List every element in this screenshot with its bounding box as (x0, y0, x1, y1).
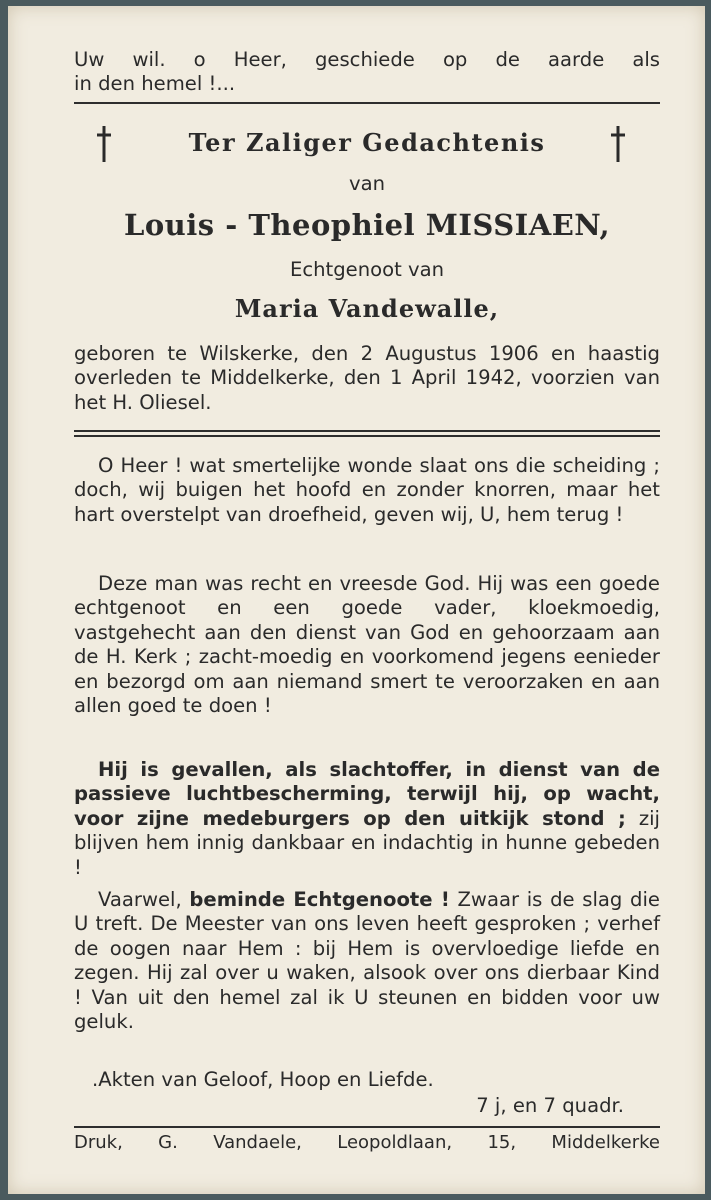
bottom-rule (74, 1126, 660, 1128)
prayer-line-1: Uw wil. o Heer, geschiede op de aarde als (74, 48, 660, 71)
biography (74, 342, 660, 415)
indulgence-line: 7 j, en 7 quadr. (476, 1094, 624, 1117)
paragraph-1 (74, 454, 660, 527)
paragraph-1-text: O Heer ! wat smertelijke wonde slaat ons die scheiding ; doch, wij buigen het hoofd en zonder knorren, maar het hart overstelpt van droefheid, geven wij, U, hem terug ! (74, 454, 660, 526)
paragraph-3 (74, 758, 660, 880)
van-label: van (348, 172, 386, 195)
middle-rule (74, 430, 660, 437)
spouse-intro: Echtgenoot van (289, 258, 445, 281)
spouse-name: Maria Vandewalle, (234, 294, 500, 323)
paragraph-4 (74, 888, 660, 1034)
printer-line: Druk, G. Vandaele, Leopoldlaan, 15, Middelkerke (74, 1132, 660, 1153)
heading: Ter Zaliger Gedachtenis (188, 128, 546, 157)
biography-text: geboren te Wilskerke, den 2 Augustus 1906 en haastig overleden te Middelkerke, den 1 April 1942, voorzien van het H. Oliesel. (74, 342, 660, 414)
paragraph-2 (74, 572, 660, 718)
memorial-card (8, 6, 705, 1194)
paragraph-4-start: Vaarwel, (98, 888, 190, 911)
deceased-name: Louis - Theophiel MISSIAEN, (123, 208, 611, 242)
paragraph-3-bold: Hij is gevallen, als slachtoffer, in dienst van de passieve luchtbescherming, terwijl hij, op wacht, voor zijne medeburgers op den uitkijk stond ; (74, 758, 660, 830)
paragraph-2-text: Deze man was recht en vreesde God. Hij was een goede echtgenoot en een goede vader, kloekmoedig, vastgehecht aan den dienst van God en gehoorzaam aan de H. Kerk ; zacht-moedig en voorkomend jegens eenieder en bezorgd om aan niemand smert te veroorzaken en aan allen goed te doen ! (74, 572, 660, 718)
top-rule (74, 102, 660, 104)
paragraph-4-rest: Zwaar is de slag die U treft. De Meester van ons leven heeft gesproken ; verhef de oogen naar Hem : bij Hem is overvloedige liefde en zegen. Hij zal over u waken, alsook over ons dierbaar Kind ! Van uit den hemel zal ik U steunen en bidden voor uw geluk. (74, 888, 660, 1034)
prayer-line-2: in den hemel !... (74, 72, 236, 96)
opening-prayer (74, 48, 660, 97)
paragraph-3-rest: zij blijven hem innig dankbaar en indachtig in hunne gebeden ! (74, 806, 660, 879)
acts-line: .Akten van Geloof, Hoop en Liefde. (92, 1068, 434, 1091)
paragraph-4-bold: beminde Echtgenoote ! (189, 888, 450, 911)
